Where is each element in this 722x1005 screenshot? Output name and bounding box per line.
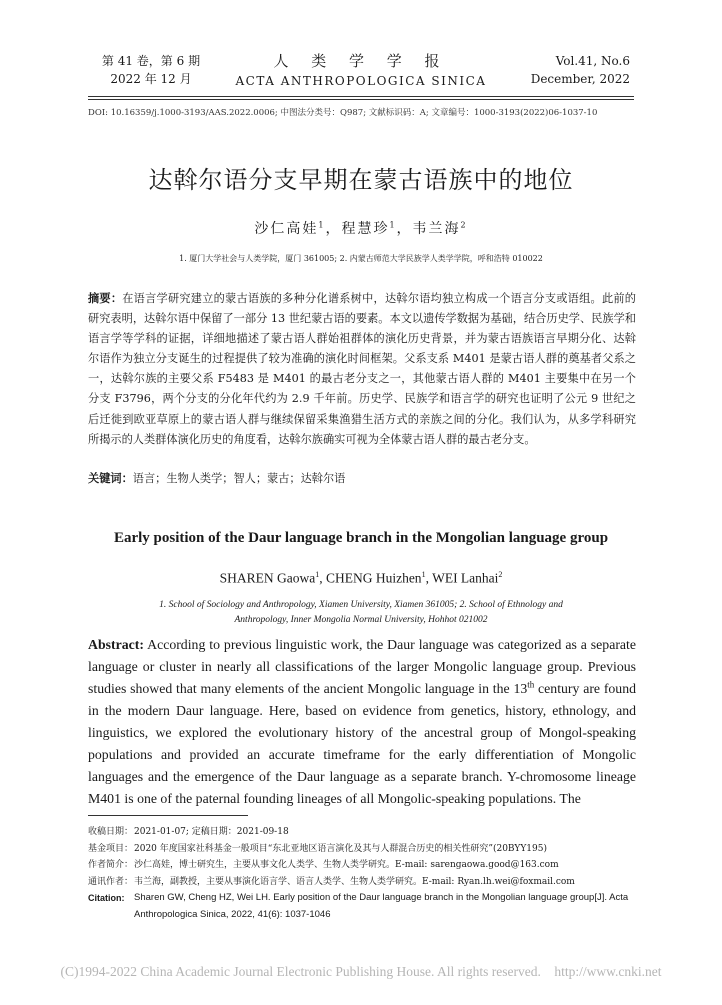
- article-title-cn: 达斡尔语分支早期在蒙古语族中的地位: [148, 166, 574, 194]
- abstract-cn-text: 在语言学研究建立的蒙古语族的多种分化谱系树中，达斡尔语均独立构成一个语言分支或语组。此前的研究表明，达斡尔语中保留了一部分 13 世纪蒙古语的要素。本文以遗传学数据为基础，结合历史学、民族学和语言学等学科的证据，详细地描述了蒙古语人群始祖群体的演化历史背景，并为蒙古语族语言早期分化、达斡尔语作为独立分支诞生的过程提供了较为准确的演化时间框架。父系支系 M401 是蒙古语人群的奠基者父系之一，达斡尔族的主要父系 F5483 是 M401 的最古老分支之一，其他蒙古语人群的 M401 主要集中在另一个分支 F3796，两个分支的分化年代约为 2.9 千年前。历史学、民族学和语言学的研究也证明了公元 9 世纪之后迁徙到欧亚草原上的蒙古语人群与继续保留采集渔猎生活方式的亲族之间的分化。我们认为，从多学科研究所揭示的人类群体演化历史的角度看，达斡尔族确实可视为全体蒙古语人群的最古老分支。: [88, 292, 636, 446]
- header-right: [530, 52, 630, 88]
- citation-label: Citation:: [88, 893, 125, 903]
- keywords-cn: [88, 470, 636, 486]
- header-rule-bottom: [88, 99, 634, 100]
- abstract-cn: [88, 289, 636, 450]
- affiliations-en: [150, 598, 572, 628]
- volume-cn: 第 41 卷，第 6 期: [101, 54, 201, 68]
- authors-cn: 沙仁高娃$^1$，程慧珍$^1$，韦兰海$^2$: [254, 220, 468, 237]
- author-cn: 程慧珍: [341, 221, 390, 237]
- affiliations-en-line: 1. School of Sociology and Anthropology, Xiamen University, Xiamen 361005; 2. School of Ethnology and: [159, 600, 563, 610]
- footnotes: [88, 824, 648, 923]
- article-title-en: Early position of the Daur language branch in the Mongolian language group: [113, 530, 609, 546]
- footnote-text: 韦兰海，副教授，主要从事演化语言学、语言人类学、生物人类学研究。E-mail: Ryan.lh.wei@foxmail.com: [134, 876, 575, 887]
- affiliations-cn: 1. 厦门大学社会与人类学院，厦门 361005; 2. 内蒙古师范大学民族学人类学学院，呼和浩特 010022: [179, 254, 543, 263]
- journal-name-en: ACTA ANTHROPOLOGICA SINICA: [235, 74, 487, 88]
- volume-en: Vol.41, No.6: [555, 54, 630, 68]
- doi-line: DOI: 10.16359/j.1000-3193/AAS.2022.0006; 中图法分类号：Q987; 文献标识码：A; 文章编号：1000-3193(2022)06-1037-10: [88, 108, 598, 118]
- keywords-cn-text: 语言；生物人类学；智人；蒙古；达斡尔语: [132, 472, 346, 485]
- footnote-received: [88, 824, 648, 841]
- author-affil-mark: 1: [389, 220, 397, 230]
- author-en: SHAREN Gaowa: [219, 570, 316, 586]
- footnote-label: 通讯作者：: [88, 876, 134, 887]
- footnote-text: 沙仁高娃，博士研究生，主要从事文化人类学、生物人类学研究。E-mail: sarengaowa.good@163.com: [134, 860, 559, 870]
- footnote-label: 作者简介：: [88, 860, 134, 870]
- date-cn: 2022 年 12 月: [110, 72, 192, 86]
- author-separator: ,: [319, 570, 326, 586]
- keywords-cn-label: 关键词：: [88, 472, 133, 485]
- journal-name: [230, 52, 492, 90]
- footnote-text: 2020 年度国家社科基金一般项目“东北亚地区语言演化及其与人群混合历史的相关性研究”(20BYY195): [134, 843, 547, 854]
- author-affil-mark: 1: [318, 220, 326, 230]
- authors-en: [0, 570, 722, 587]
- footnote-label: 收稿日期：: [88, 827, 134, 837]
- footnote-citation: [88, 890, 648, 923]
- header-left: [96, 52, 206, 88]
- footnote-corresponding-author: [88, 874, 648, 891]
- abstract-cn-label: 摘要：: [88, 292, 123, 305]
- abstract-en-text: According to previous linguistic work, the Daur language was categorized as a separate language or cluster in nearly all classifications of the larger Mongolic language group. Previous studies showed that many elements of the ancient Mongolic language in the 13: [88, 637, 636, 696]
- abstract-en-label: Abstract:: [88, 637, 144, 652]
- date-en: December, 2022: [530, 72, 630, 86]
- author-affil-mark: 1: [421, 570, 426, 579]
- author-cn: 韦兰海: [412, 221, 461, 237]
- author-affil-mark: 2: [498, 570, 503, 579]
- author-affil-mark: 1: [315, 570, 320, 579]
- author-cn: 沙仁高娃: [254, 221, 319, 237]
- footnote-author-bio: [88, 857, 648, 874]
- footnote-text: 2021-01-07; 定稿日期：2021-09-18: [134, 827, 289, 837]
- author-en: WEI Lanhai: [432, 570, 499, 586]
- ordinal-suffix: th: [527, 679, 535, 690]
- journal-name-cn: 人 类 学 学 报: [273, 52, 449, 70]
- author-separator: ,: [425, 570, 433, 586]
- author-affil-mark: 2: [460, 220, 468, 230]
- footnote-label: 基金项目：: [88, 843, 134, 854]
- abstract-en-text: century are found in the modern Daur language. Here, based on evidence from genetics, history, ethnology, and linguistics, we explored the evolutionary history of the ancestral group of Mongol-speaking populations and provided an accurate timeframe for the early differentiation of Mongolic languages and the emergence of the Daur language as a separate branch. Y-chromosome lineage M401 is one of the paternal founding lineages of all Mongolic-speaking populations. The: [88, 681, 637, 806]
- author-en: CHENG Huizhen: [325, 570, 422, 586]
- header-rule-top: [88, 96, 634, 97]
- footnote-funding: [88, 841, 648, 858]
- abstract-en: [88, 634, 636, 810]
- affiliations-en-line: Anthropology, Inner Mongolia Normal University, Hohhot 021002: [234, 615, 488, 625]
- copyright-watermark: (C)1994-2022 China Academic Journal Electronic Publishing House. All rights reserved. http://www.cnki.net: [60, 964, 662, 979]
- footnote-rule: [88, 815, 248, 816]
- citation-text: Sharen GW, Cheng HZ, Wei LH. Early position of the Daur language branch in the Mongolian language group[J]. Acta Anthropologica Sinica, 2022, 41(6): 1037-1046: [134, 892, 629, 920]
